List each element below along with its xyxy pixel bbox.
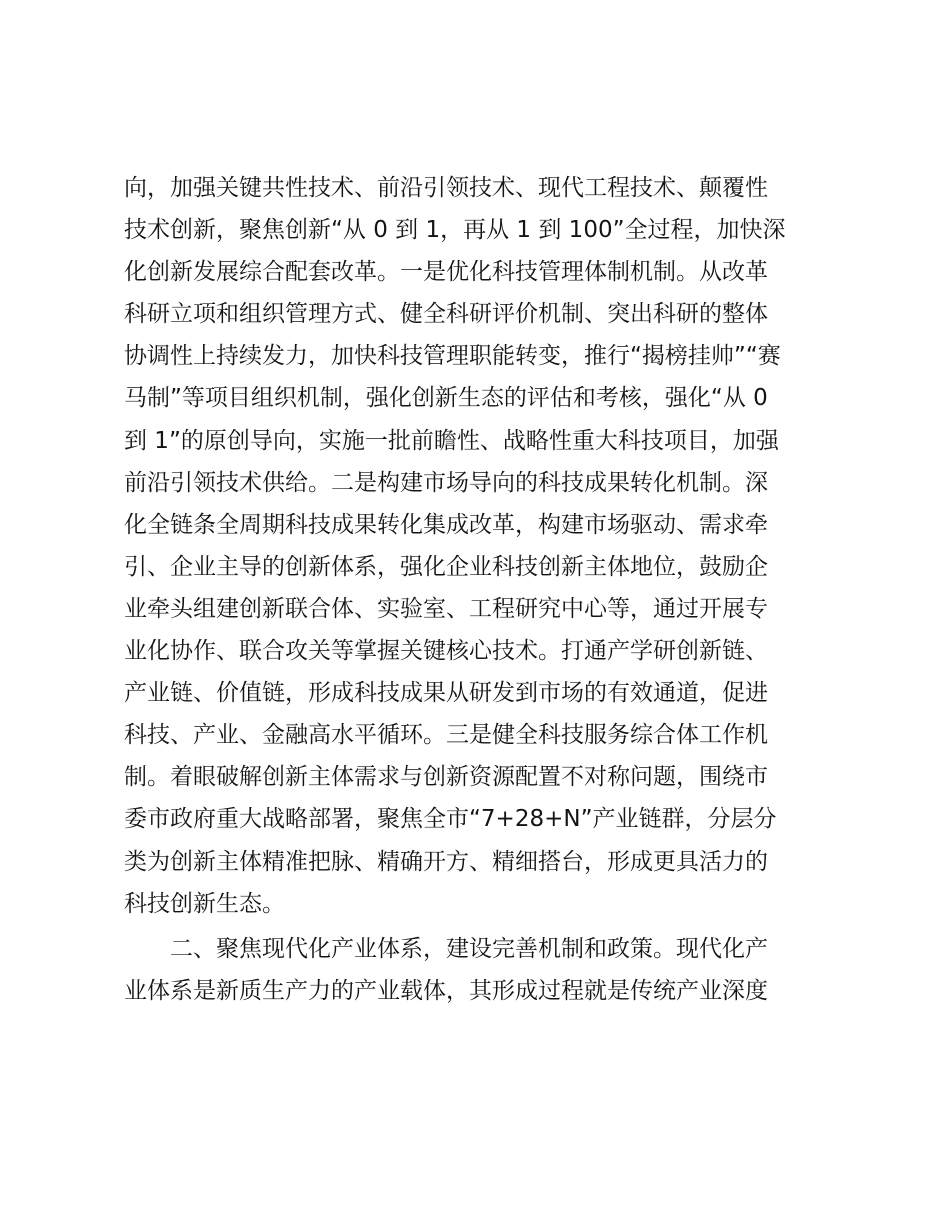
- text-line: 科技、产业、金融高水平循环。三是健全科技服务综合体工作机: [124, 722, 768, 749]
- text-line: 到 1”的原创导向，实施一批前瞻性、战略性重大科技项目，加强: [124, 427, 779, 454]
- text-line: 业牵头组建创新联合体、实验室、工程研究中心等，通过开展专: [124, 595, 768, 622]
- text-line: 科研立项和组织管理方式、健全科研评价机制、突出科研的整体: [124, 301, 768, 328]
- text-line: 化全链条全周期科技成果转化集成改革，构建市场驱动、需求牵: [124, 511, 768, 538]
- section-heading-line: 二、聚焦现代化产业体系，建设完善机制和政策。现代化产: [170, 935, 768, 962]
- text-line: 业化协作、联合攻关等掌握关键核心技术。打通产学研创新链、: [124, 638, 768, 665]
- text-line: 业体系是新质生产力的产业载体，其形成过程就是传统产业深度: [124, 977, 768, 1004]
- text-line: 化创新发展综合配套改革。一是优化科技管理体制机制。从改革: [124, 259, 768, 286]
- text-line: 技术创新，聚焦创新“从 0 到 1，再从 1 到 100”全过程，加快深: [124, 217, 786, 244]
- text-line: 前沿引领技术供给。二是构建市场导向的科技成果转化机制。深: [124, 469, 768, 496]
- text-line: 产业链、价值链，形成科技成果从研发到市场的有效通道，促进: [124, 680, 768, 707]
- text-line: 协调性上持续发力，加快科技管理职能转变，推行“揭榜挂帅”“赛: [124, 343, 781, 370]
- text-line: 马制”等项目组织机制，强化创新生态的评估和考核，强化“从 0: [124, 385, 768, 412]
- text-line: 委市政府重大战略部署，聚焦全市“7+28+N”产业链群，分层分: [124, 806, 777, 833]
- text-line: 向，加强关键共性技术、前沿引领技术、现代工程技术、颠覆性: [124, 175, 768, 201]
- text-line: 制。着眼破解创新主体需求与创新资源配置不对称问题，围绕市: [124, 764, 768, 791]
- body-text: [124, 167, 844, 1012]
- text-line: 科技创新生态。: [124, 890, 285, 917]
- text-line: 类为创新主体精准把脉、精确开方、精细搭台，形成更具活力的: [124, 848, 768, 875]
- text-line: 引、企业主导的创新体系，强化企业科技创新主体地位，鼓励企: [124, 553, 768, 580]
